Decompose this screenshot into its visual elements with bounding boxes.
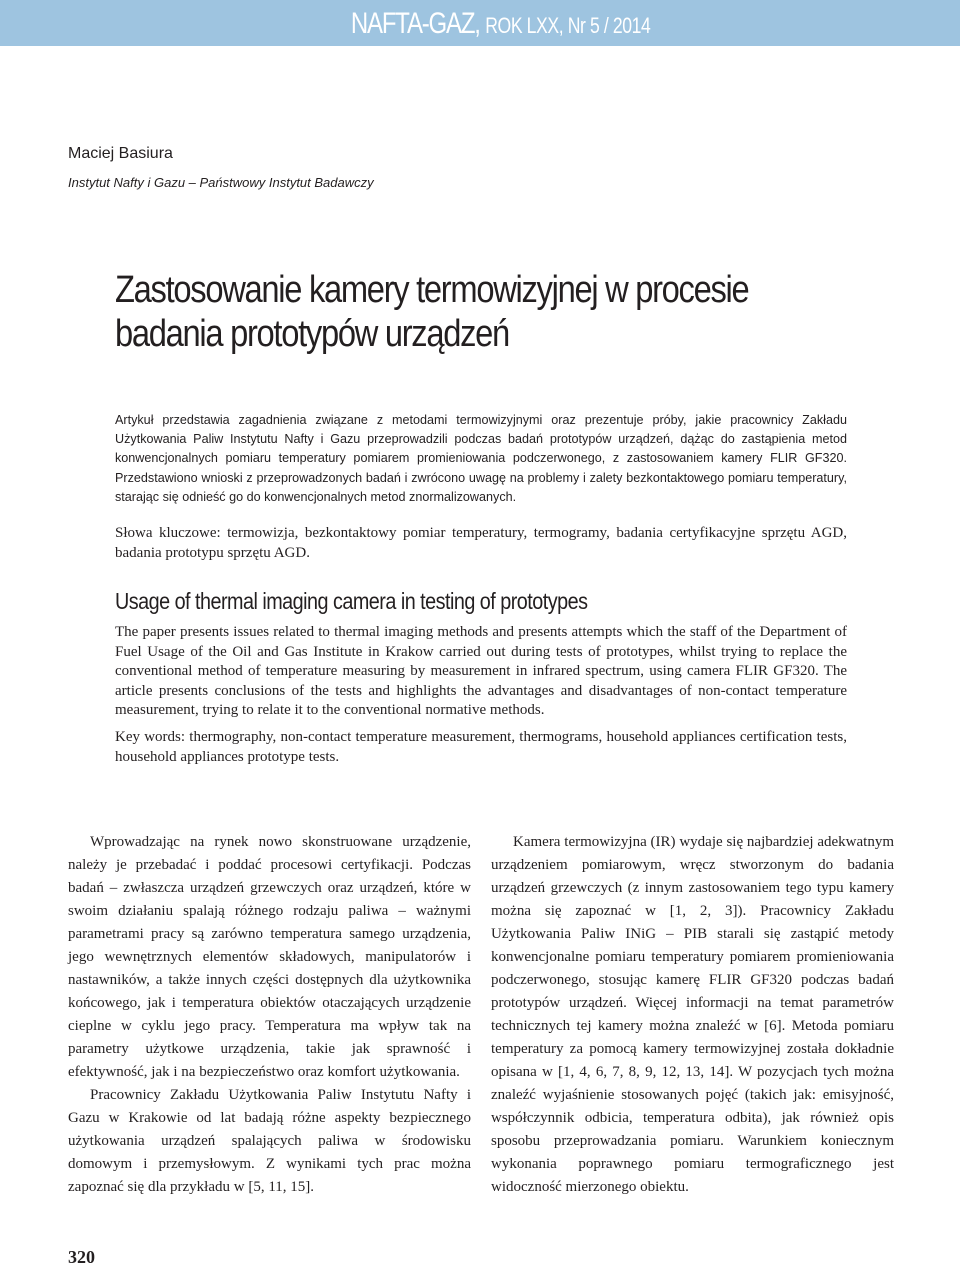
author-affiliation: Instytut Nafty i Gazu – Państwowy Instytut Badawczy <box>68 175 374 190</box>
journal-header-bar <box>0 0 960 46</box>
page-number: 320 <box>68 1247 95 1267</box>
keywords-pl: Słowa kluczowe: termowizja, bezkontaktowy pomiar temperatury, termogramy, badania certyfikacyjne sprzętu AGD, badania prototypu sprzętu AGD. <box>115 525 847 561</box>
article-title-en: Usage of thermal imaging camera in testing of prototypes <box>115 588 588 614</box>
journal-issue: ROK LXX, Nr 5 / 2014 <box>484 13 650 38</box>
body-paragraph: Wprowadzając na rynek nowo skonstruowane urządzenie, należy je przebadać i poddać procesowi certyfikacji. Podczas badań – zwłaszcza urządzeń grzewczych oraz urządzeń, które w swoim działaniu spalają różnego rodzaju paliwa – ważnymi parametrami pracy są zarówno temperatura samego urządzenia, jego wewnętrznych elementów składowych, manipulatorów i nastawników, a także innych części dostępnych dla użytkownika końcowego, jak i temperatura obiektów otaczających urządzenie cieplne w cyklu jego pracy. Temperatura ma wpływ tak na parametry użytkowe urządzenia, takie jak sprawność i efektywność, jak i na bezpieczeństwo oraz komfort użytkowania. <box>68 834 471 1080</box>
keywords-en: Key words: thermography, non-contact temperature measurement, thermograms, household appliances certification tests, household appliances prototype tests. <box>115 729 847 765</box>
body-paragraph: Pracownicy Zakładu Użytkowania Paliw Instytutu Nafty i Gazu w Krakowie od lat badają różne aspekty bezpiecznego użytkowania urządzeń spalających paliwa w środowisku domowym i przemysłowym. Z wynikami tych prac można zapoznać się dla przykładu w [5, 11, 15]. <box>68 1087 471 1195</box>
journal-name: NAFTA-GAZ, <box>350 7 480 40</box>
abstract-pl: Artykuł przedstawia zagadnienia związane z metodami termowizyjnymi oraz prezentuje próby, jakie pracownicy Zakładu Użytkowania Paliw Instytutu Nafty i Gazu przeprowadzili podczas badań prototypów urządzeń, dążąc do zastąpienia metod konwencjonalnych pomiaru temperatury pomiarem promieniowania podczerwonego, z zastosowaniem kamery FLIR GF320. Przedstawiono wnioski z przeprowadzonych badań i zwrócono uwagę na problemy i zalety bezkontaktowego pomiaru temperatury, starając się odnieść go do konwencjonalnych metod znormalizowanych. <box>115 413 847 504</box>
journal-title <box>350 6 650 44</box>
abstract-en: The paper presents issues related to thermal imaging methods and presents attempts which the staff of the Department of Fuel Usage of the Oil and Gas Institute in Krakow carried out during tests of prototypes, whilst trying to replace the conventional method of temperature measuring by measurement in infrared spectrum, using camera FLIR GF320. The article presents conclusions of the tests and highlights the advantages and disadvantages of non-contact temperature measurement, trying to relate it to the conventional normative methods. <box>115 624 847 718</box>
author-name: Maciej Basiura <box>68 145 173 162</box>
article-title-pl: Zastosowanie kamery termowizyjnej w procesie badania prototypów urządzeń <box>115 269 749 355</box>
body-column-right <box>491 831 894 1199</box>
body-paragraph: Kamera termowizyjna (IR) wydaje się najbardziej adekwatnym urządzeniem pomiarowym, wręcz stworzonym do badania urządzeń grzewczych (z innym zastosowaniem tego typu kamery można się zapoznać w [1, 2, 3]). Pracownicy Zakładu Użytkowania Paliw INiG – PIB starali się zastąpić metody konwencjonalne pomiaru temperatury pomiarem promieniowania podczerwonego, stosując kamerę FLIR GF320 podczas badań prototypów urządzeń. Więcej informacji na temat parametrów technicznych tej kamery można znaleźć w [6]. Metoda pomiaru temperatury za pomocą kamery termowizyjnej została dokładnie opisana w [1, 4, 6, 7, 8, 9, 12, 13, 14]. W pozycjach tych można znaleźć wyjaśnienie stosowanych pojęć (takich jak: emisyjność, współczynnik odbicia, temperatura odbita), jak również opis sposobu przeprowadzania pomiaru. Warunkiem koniecznym wykonania poprawnego pomiaru termograficznego jest widoczność mierzonego obiektu. <box>491 834 894 1195</box>
body-column-left <box>68 831 471 1199</box>
